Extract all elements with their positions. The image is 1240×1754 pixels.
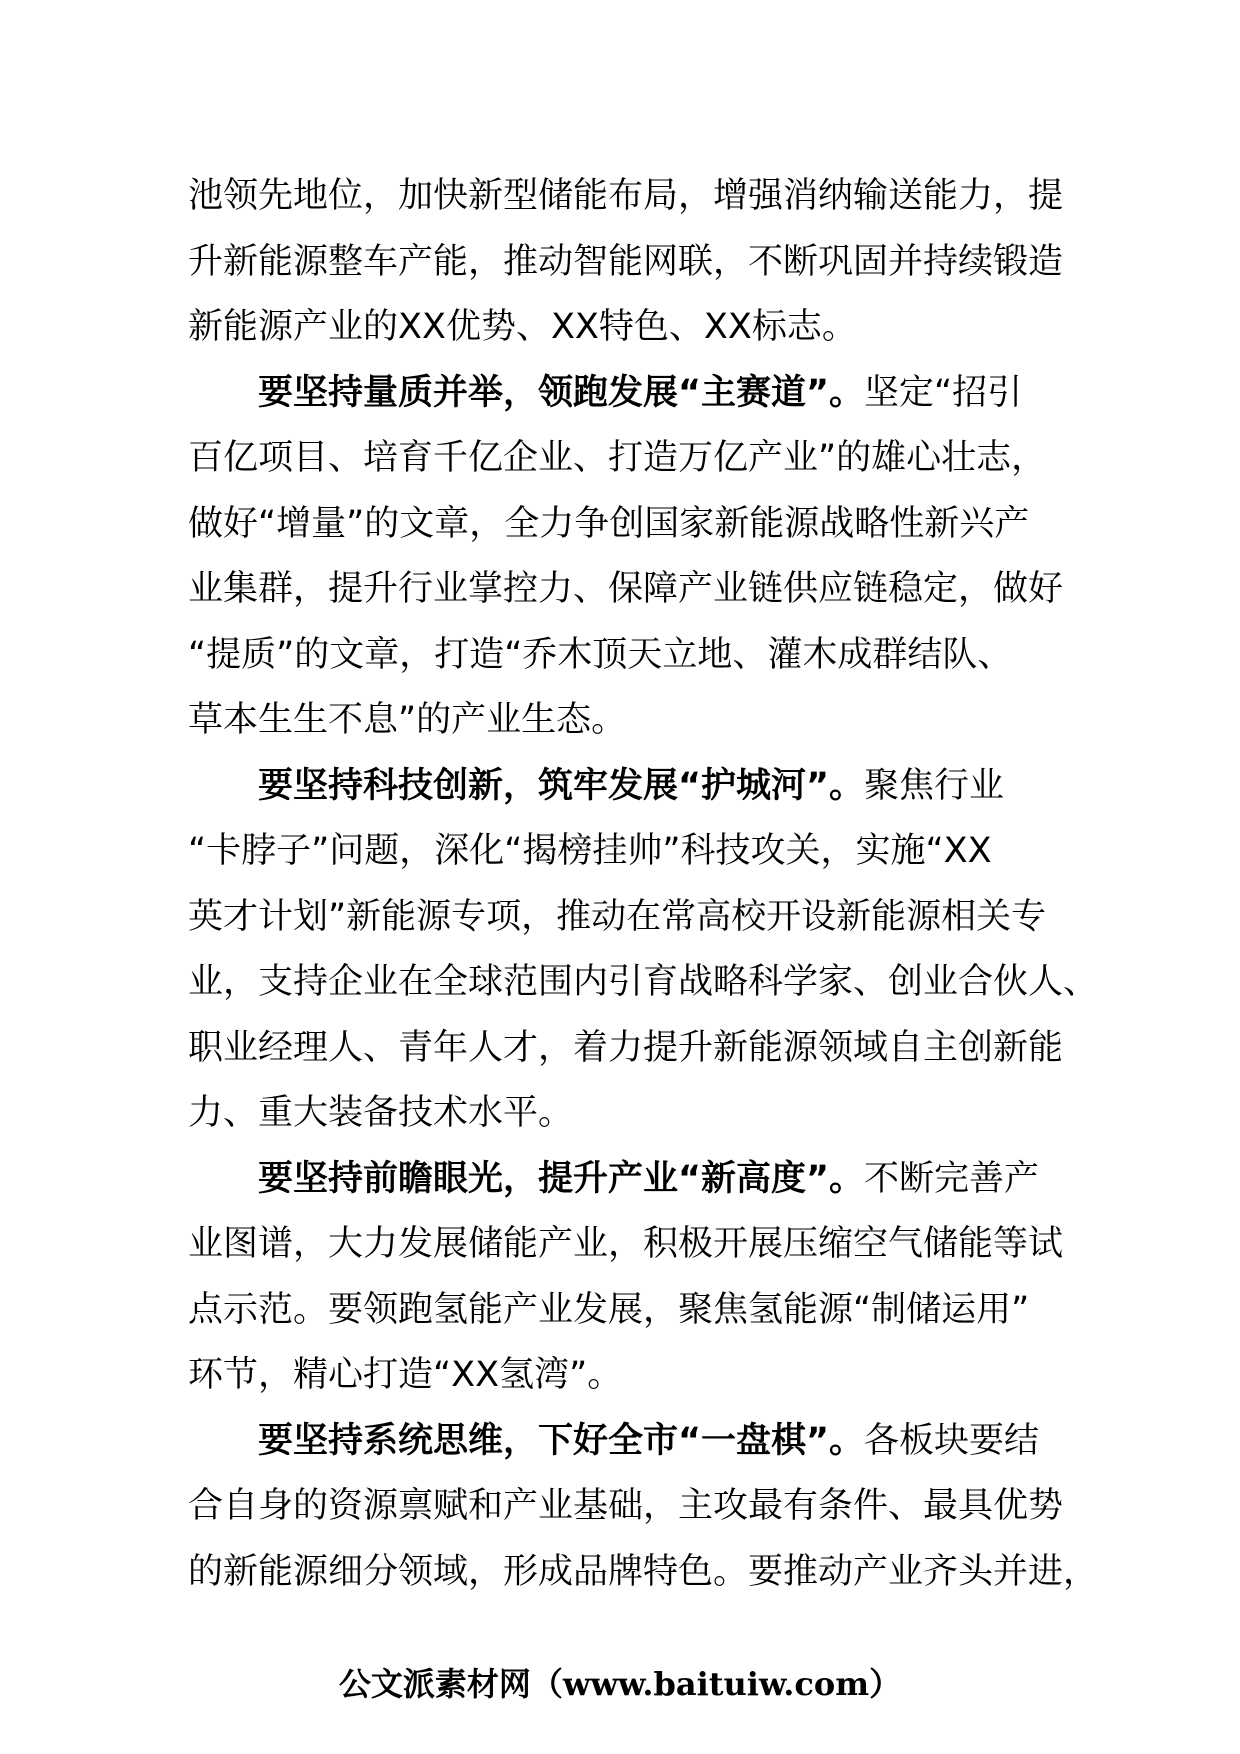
text-line: 环节，精心打造“XX氢湾”。 <box>188 1355 623 1395</box>
text-line: 点示范。要领跑氢能产业发展，聚焦氢能源“制储运用” <box>188 1289 1030 1330</box>
paragraph-text: 坚定“招引 <box>864 372 1023 413</box>
text-line: 百亿项目、培育千亿企业、打造万亿产业”的雄心壮志， <box>188 438 1047 478</box>
text-line: 新能源产业的XX优势、XX特色、XX标志。 <box>188 307 857 347</box>
paragraph-heading-line <box>188 1409 1068 1475</box>
body-text <box>188 164 1099 1605</box>
text-line: 业集群，提升行业掌控力、保障产业链供应链稳定，做好 <box>188 569 1064 609</box>
paragraph-text: 各板块要结 <box>864 1420 1040 1461</box>
paragraph-text: 聚焦行业 <box>864 765 1005 806</box>
paragraph-heading-line <box>188 361 1068 427</box>
text-line: 草本生生不息”的产业生态。 <box>188 700 627 740</box>
text-line: 力、重大装备技术水平。 <box>188 1093 574 1133</box>
text-line: 做好“增量”的文章，全力争创国家新能源战略性新兴产 <box>188 503 1030 544</box>
text-line: 业图谱，大力发展储能产业，积极开展压缩空气储能等试 <box>188 1224 1064 1264</box>
paragraph-heading: 要坚持科技创新，筑牢发展“护城河”。 <box>258 765 865 806</box>
text-line: 升新能源整车产能，推动智能网联，不断巩固并持续锻造 <box>188 241 1064 282</box>
text-line: 职业经理人、青年人才，着力提升新能源领域自主创新能 <box>188 1027 1064 1068</box>
text-line: 的新能源细分领域，形成品牌特色。要推动产业齐头并进， <box>188 1551 1099 1592</box>
text-line: 合自身的资源禀赋和产业基础，主攻最有条件、最具优势 <box>188 1486 1064 1526</box>
text-line: 英才计划”新能源专项，推动在常高校开设新能源相关专 <box>188 896 1047 937</box>
text-line: “卡脖子”问题，深化“揭榜挂帅”科技攻关，实施“XX <box>188 831 992 871</box>
text-line: 业，支持企业在全球范围内引育战略科学家、创业合伙人、 <box>188 962 1099 1002</box>
paragraph-heading-line <box>188 1147 1068 1213</box>
text-line: “提质”的文章，打造“乔木顶天立地、灌木成群结队、 <box>188 634 1013 675</box>
paragraph-heading-line <box>188 754 1068 820</box>
paragraph-heading: 要坚持前瞻眼光，提升产业“新高度”。 <box>258 1158 865 1199</box>
paragraph-heading: 要坚持系统思维，下好全市“一盘棋”。 <box>258 1420 865 1461</box>
paragraph-text: 不断完善产 <box>864 1158 1040 1199</box>
paragraph-heading: 要坚持量质并举，领跑发展“主赛道”。 <box>258 372 865 413</box>
text-line: 池领先地位，加快新型储能布局，增强消纳输送能力，提 <box>188 176 1064 216</box>
footer-watermark: 公文派素材网（www.baituiw.com） <box>338 1665 902 1703</box>
